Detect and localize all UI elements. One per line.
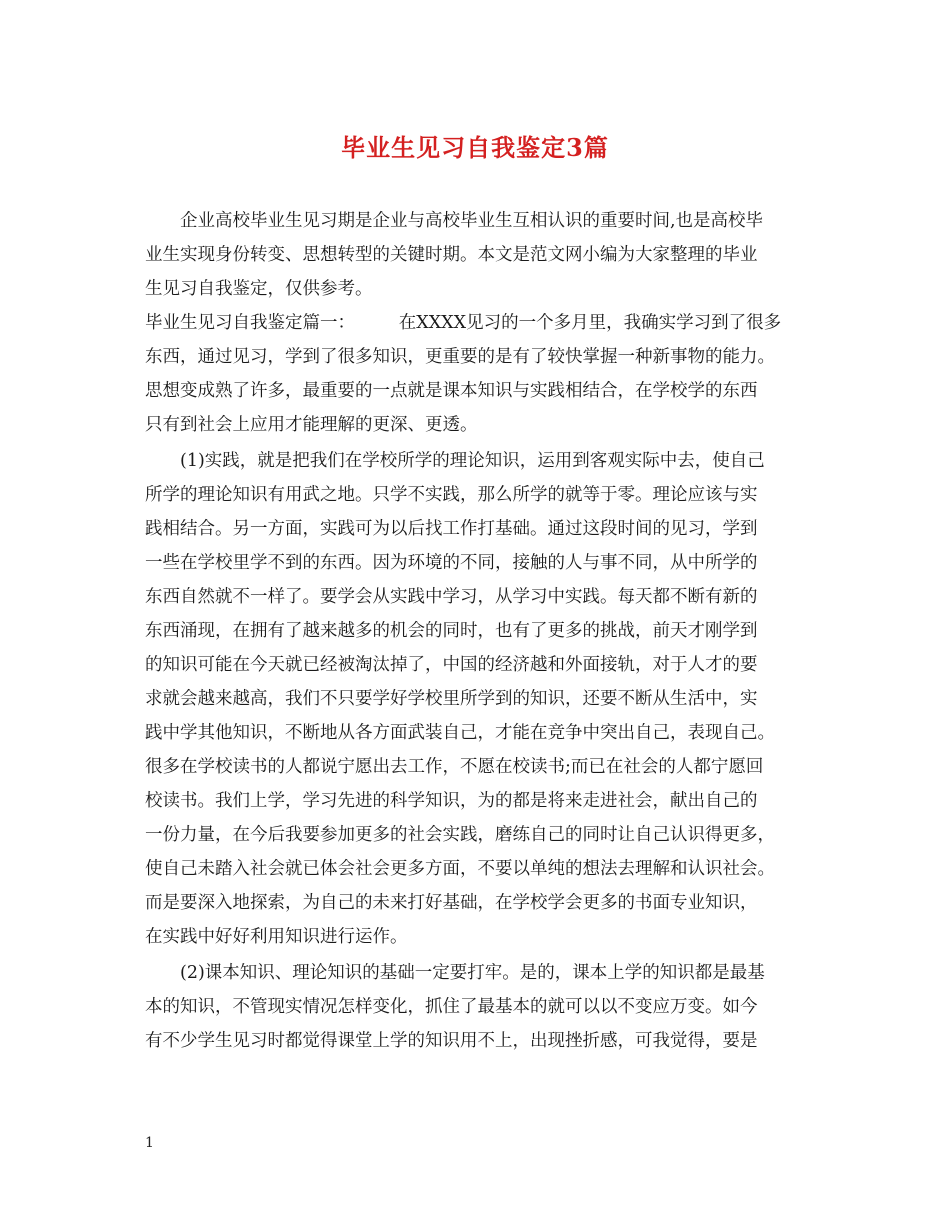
text-line: 使自己未踏入社会就已体会社会更多方面，不要以单纯的想法去理解和认识社会。 <box>145 859 775 879</box>
text-line: 本的知识，不管现实情况怎样变化，抓住了最基本的就可以以不变应万变。如今 <box>145 997 758 1017</box>
text-line: 的知识可能在今天就已经被淘汰掉了，中国的经济越和外面接轨，对于人才的要 <box>145 655 758 675</box>
text-line: 践中学其他知识，不断地从各方面武装自己，才能在竞争中突出自己，表现自己。 <box>145 723 775 743</box>
text-line: 一份力量，在今后我要参加更多的社会实践，磨练自己的同时让自己认识得更多， <box>145 825 775 845</box>
text-line: 东西，通过见习，学到了很多知识，更重要的是有了较快掌握一种新事物的能力。 <box>145 347 775 367</box>
text-line: 所学的理论知识有用武之地。只学不实践，那么所学的就等于零。理论应该与实 <box>145 485 758 505</box>
text-line: 只有到社会上应用才能理解的更深、更透。 <box>145 415 478 435</box>
text-line: 一些在学校里学不到的东西。因为环境的不同，接触的人与事不同，从中所学的 <box>145 553 758 573</box>
page-number: 1 <box>145 1135 154 1151</box>
text-line: 而是要深入地探索，为自己的未来打好基础，在学校学会更多的书面专业知识， <box>145 893 758 913</box>
text-line: 校读书。我们上学，学习先进的科学知识，为的都是将来走进社会，献出自己的 <box>145 791 758 811</box>
text-line: (2)课本知识、理论知识的基础一定要打牢。是的，课本上学的知识都是最基 <box>180 963 765 983</box>
text-line: 东西自然就不一样了。要学会从实践中学习，从学习中实践。每天都不断有新的 <box>145 587 758 607</box>
text-line: 东西涌现，在拥有了越来越多的机会的同时，也有了更多的挑战，前天才刚学到 <box>145 621 758 641</box>
text-line: 企业高校毕业生见习期是企业与高校毕业生互相认识的重要时间,也是高校毕 <box>180 211 764 231</box>
text-line: 求就会越来越高，我们不只要学好学校里所学到的知识，还要不断从生活中，实 <box>145 689 758 709</box>
text-line: 生见习自我鉴定，仅供参考。 <box>145 279 373 299</box>
text-line: 有不少学生见习时都觉得课堂上学的知识用不上，出现挫折感，可我觉得，要是 <box>145 1031 758 1051</box>
text-line: 践相结合。另一方面，实践可为以后找工作打基础。通过这段时间的见习，学到 <box>145 519 758 539</box>
document-title: 毕业生见习自我鉴定3篇 <box>341 133 609 162</box>
text-line: 在实践中好好利用知识进行运作。 <box>145 927 408 947</box>
text-line: 业生实现身份转变、思想转型的关键时期。本文是范文网小编为大家整理的毕业 <box>145 245 758 265</box>
text-line: 很多在学校读书的人都说宁愿出去工作，不愿在校读书;而已在社会的人都宁愿回 <box>145 757 764 777</box>
text-line: 毕业生见习自我鉴定篇一： 在XXXX见习的一个多月里，我确实学习到了很多 <box>145 313 782 333</box>
document-body <box>145 204 810 1058</box>
text-line: (1)实践，就是把我们在学校所学的理论知识，运用到客观实际中去，使自己 <box>180 451 765 471</box>
text-line: 思想变成熟了许多，最重要的一点就是课本知识与实践相结合，在学校学的东西 <box>145 381 758 401</box>
